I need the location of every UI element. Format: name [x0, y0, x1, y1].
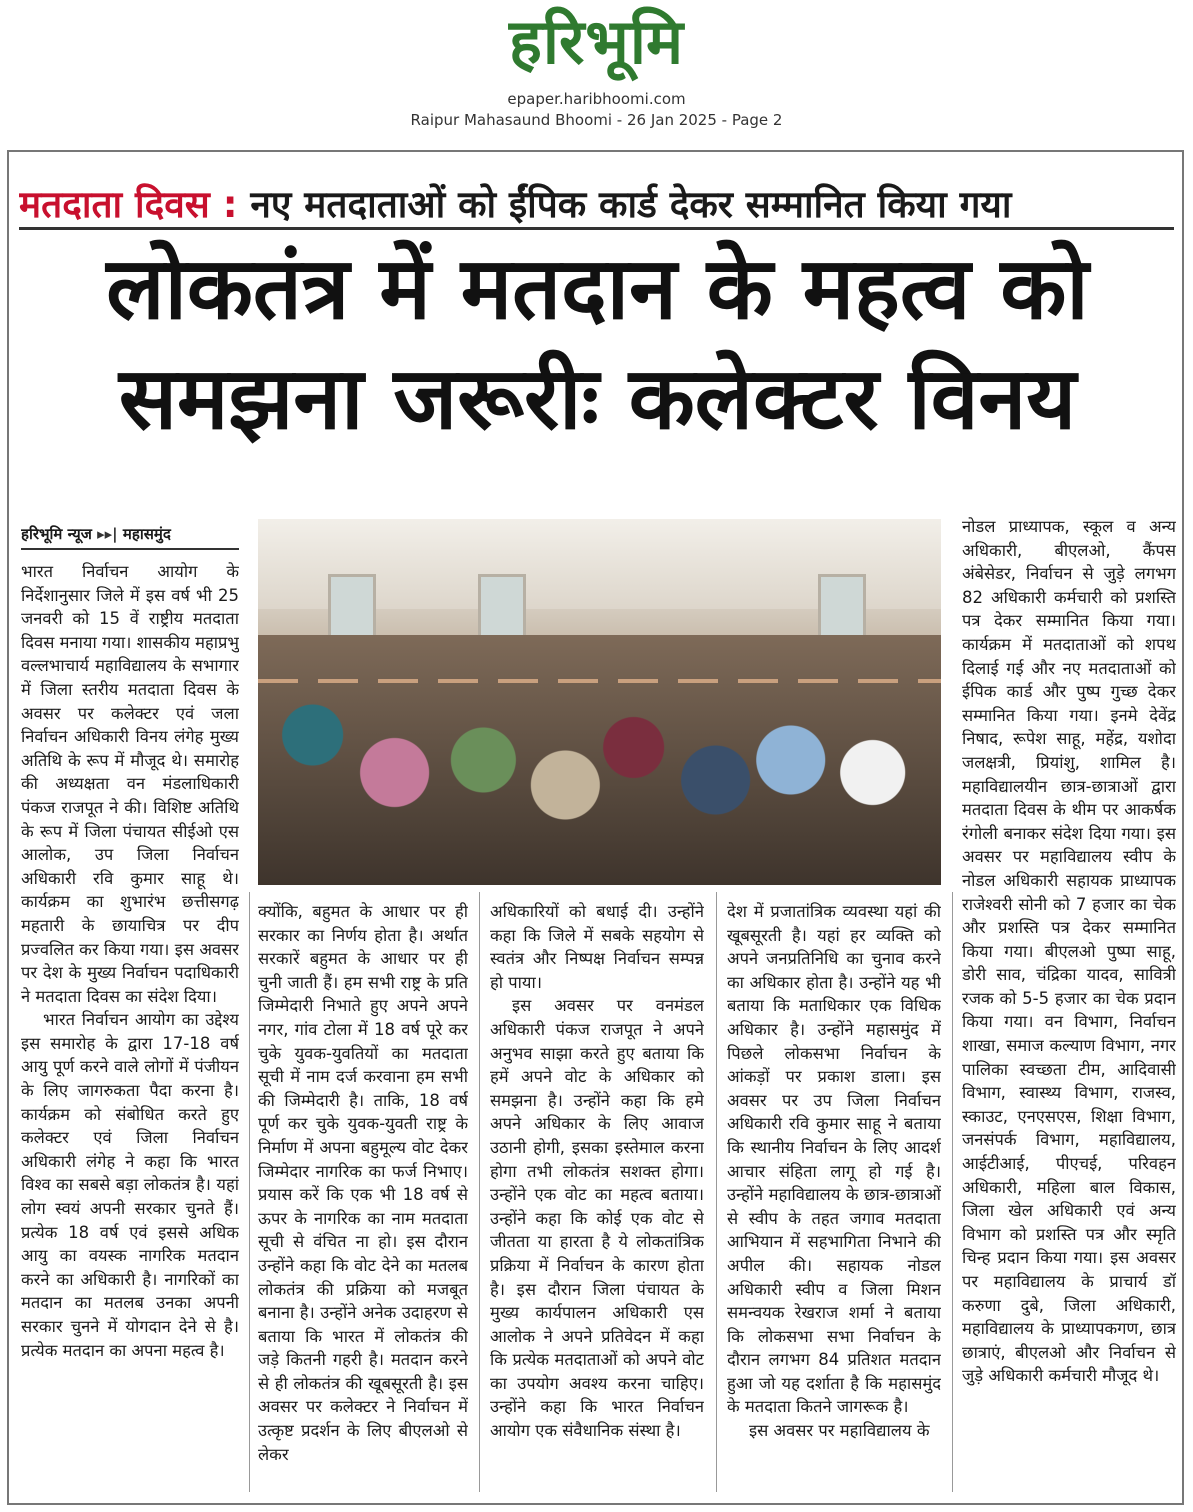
photo-crowd: [258, 635, 941, 885]
article-column-1: [21, 560, 239, 1495]
photo-window: [478, 574, 526, 644]
byline-arrow-icon: ▸▸|: [97, 525, 118, 543]
photo-arms: [258, 679, 941, 683]
paragraph: भारत निर्वाचन आयोग के निर्देशानुसार जिले में इस वर्ष भी 25 जनवरी को 15 वें राष्ट्रीय मतदाता दिवस मनाया गया। शासकीय महाप्रभु वल्लभाचार्य महाविद्यालय के सभागार में जिला स्तरीय मतदाता दिवस के अवसर पर कलेक्टर एवं जला निर्वाचन अधिकारी विनय लंगेह मुख्य अतिथि के रूप में मौजूद थे। समारोह की अध्यक्षता वन मंडलाधिकारी पंकज राजपूत ने की। विशिष्ट अतिथि के रूप में जिला पंचायत सीईओ एस आलोक, उप जिला निर्वाचन अधिकारी रवि कुमार साहू थे। कार्यक्रम का शुभारंभ छत्तीसगढ़ महतारी के छायाचित्र पर दीप प्रज्वलित कर किया गया। इस अवसर पर देश के मुख्य निर्वाचन पदाधिकारी ने मतदाता दिवस का संदेश दिया।: [21, 562, 239, 1006]
paragraph: देश में प्रजातांत्रिक व्यवस्था यहां की खूबसूरती है। यहां हर व्यक्ति को अपने जनप्रतिनिधि का चुनाव करने का अधिकार होता है। उन्होंने यह भी बताया कि मताधिकार एक विधिक अधिकार है। उन्होंने महासमुंद में पिछले लोकसभा निर्वाचन के आंकड़ों पर प्रकाश डाला। इस अवसर पर उप जिला निर्वाचन अधिकारी रवि कुमार साहू ने बताया कि स्थानीय निर्वाचन के लिए आदर्श आचार संहिता लागू हो गई है। उन्होंने महाविद्यालय के छात्र-छात्राओं से स्वीप के तहत जगाव मतदाता आभियान में सहभागिता निभाने की अपील की। सहायक नोडल अधिकारी स्वीप व जिला मिशन समन्वयक रेखराज शर्मा ने बताया कि लोकसभा सभा निर्वाचन के दौरान लगभग 84 प्रतिशत मतदान हुआ जो यह दर्शाता है कि महासमुंद के मतदाता कितने जागरूक है।: [727, 902, 941, 1417]
article-clipping: [7, 150, 1184, 1505]
headline-line-1: लोकतंत्र में मतदान के महत्व को: [106, 239, 1089, 339]
paragraph: नोडल प्राध्यापक, स्कूल व अन्य अधिकारी, बीएलओ, कैंपस अंबेसेडर, निर्वाचन से जुड़े लगभग 82 अधिकारी कर्मचारी को प्रशस्ति पत्र देकर सम्मानित किया गया। कार्यक्रम में मतदाताओं को शपथ दिलाई गई और नए मतदाताओं को ईपिक कार्ड और पुष्प गुच्छ देकर सम्मानित किया गया। इनमे देवेंद्र निषाद, रूपेश साहू, महेंद्र, यशोदा जलक्षत्री, प्रियांशु, शामिल है। महाविद्यालयीन छात्र-छात्राओं द्वारा मतदाता दिवस के थीम पर आकर्षक रंगोली बनाकर संदेश दिया गया। इस अवसर पर महाविद्यालय स्वीप के नोडल अधिकारी सहायक प्राध्यापक राजेश्वरी सोनी को 7 हजार का चेक और प्रशस्ति पत्र देकर सम्मानित किया गया। बीएलओ पुष्पा साहू, डोरी साव, चंद्रिका यादव, सावित्री रजक को 5-5 हजार का चेक प्रदान किया गया। वन विभाग, निर्वाचन शाखा, समाज कल्याण विभाग, नगर पालिका स्वच्छता टीम, आदिवासी विभाग, स्वास्थ्य विभाग, राजस्व, स्काउट, एनएसएस, शिक्षा विभाग, जनसंपर्क विभाग, महाविद्यालय, आईटीआई, पीएचई, परिवहन अधिकारी, महिला बाल विकास, जिला खेल अधिकारी एवं अन्य विभाग को प्रशस्ति पत्र और स्मृति चिन्ह प्रदान किया गया। इस अवसर पर महाविद्यालय के प्राचार्य डॉ करुणा दुबे, जिला अधिकारी, महाविद्यालय के प्राध्यापकगण, छात्र छात्राएं, बीएलओ और निर्वाचन से जुड़े अधिकारी कर्मचारी मौजूद थे।: [962, 517, 1176, 1386]
article-column-5: [962, 515, 1176, 1495]
kicker-headline: [19, 180, 1174, 230]
kicker-label: मतदाता दिवस :: [19, 183, 238, 226]
main-headline: [9, 234, 1184, 454]
paragraph: अधिकारियों को बधाई दी। उन्होंने कहा कि जिले में सबके सहयोग से स्वतंत्र और निष्पक्ष निर्वाचन सम्पन्न हो पाया।: [490, 902, 704, 992]
edition-line: Raipur Mahasaund Bhoomi - 26 Jan 2025 - Page 2: [410, 111, 783, 129]
article-column-2: [258, 900, 468, 1495]
paragraph: भारत निर्वाचन आयोग का उद्देश्य इस समारोह के द्वारा 17-18 वर्ष आयु पूर्ण करने वाले लोगों में पंजीयन के लिए जागरुकता पैदा करना है। कार्यक्रम को संबोधित करते हुए कलेक्टर एवं जिला निर्वाचन अधिकारी लंगेह ने कहा कि भारत विश्व का सबसे बड़ा लोकतंत्र है। यहां लोग स्वयं अपनी सरकार चुनते हैं। प्रत्येक 18 वर्ष एवं इससे अधिक आयु का वयस्क नागरिक मतदान करने का अधिकारी है। नागरिकों का मतदान का मतलब उनका अपनी सरकार चुनने में योगदान देने से है। प्रत्येक मतदान का अपना महत्व है।: [21, 1010, 239, 1360]
paragraph: इस अवसर पर महाविद्यालय के: [749, 1421, 930, 1441]
byline: [21, 520, 239, 550]
group-oath-photo: [258, 519, 941, 885]
photo-window: [328, 574, 376, 644]
column-rule: [952, 892, 953, 1492]
newspaper-logo[interactable]: हरिभूमि: [508, 5, 685, 78]
masthead: [0, 0, 1193, 150]
site-url[interactable]: epaper.haribhoomi.com: [507, 90, 686, 108]
column-rule: [249, 892, 250, 1492]
kicker-text: नए मतदाताओं को ईंपिक कार्ड देकर सम्मानित किया गया: [250, 183, 1012, 226]
byline-source: हरिभूमि न्यूज: [21, 525, 92, 543]
paragraph: इस अवसर पर वनमंडल अधिकारी पंकज राजपूत ने अपने अनुभव साझा करते हुए बताया कि हमें अपने वोट के अधिकार को समझना है। उन्होंने कहा कि हमे अपने अधिकार के लिए आवाज उठानी होगी, इसका इस्तेमाल करना होगा तभी लोकतंत्र सशक्त होगा। उन्होंने एक वोट का महत्व बताया। उन्होंने कहा कि कोई एक वोट से जीतता या हारता है ये लोकतांत्रिक प्रक्रिया में निर्वाचन के कारण होता है। इस दौरान जिला पंचायत के मुख्य कार्यपालन अधिकारी एस आलोक ने अपने प्रतिवेदन में कहा कि प्रत्येक मतदाताओं को अपने वोट का उपयोग अवश्य करना चाहिए। उन्होंने कहा कि भारत निर्वाचन आयोग एक संवैधानिक संस्था है।: [490, 996, 704, 1441]
article-column-4: [727, 900, 941, 1495]
article-column-3: [490, 900, 704, 1495]
paragraph: क्योंकि, बहुमत के आधार पर ही सरकार का निर्णय होता है। अर्थात सरकारें बहुमत के आधार पर ही चुनी जाती हैं। हम सभी राष्ट्र के प्रति जिम्मेदारी निभाते हुए अपने अपने नगर, गांव टोला में 18 वर्ष पूरे कर चुके युवक-युवतियों का मतदाता सूची में नाम दर्ज करवाना हम सभी की जिम्मेदारी है। ताकि, 18 वर्ष पूर्ण कर चुके युवक-युवती राष्ट्र के निर्माण में अपना बहुमूल्य वोट देकर जिम्मेदार नागरिक का फर्ज निभाए। प्रयास करें कि एक भी 18 वर्ष से ऊपर के नागरिक का नाम मतदाता सूची से वंचित ना हो। इस दौरान उन्होंने कहा कि वोट देने का मतलब लोकतंत्र की प्रक्रिया को मजबूत बनाना है। उन्होंने अनेक उदाहरण से बताया कि भारत में लोकतंत्र की जड़े कितनी गहरी है। मतदान करने से ही लोकतंत्र की खूबसूरती है। इस अवसर पर कलेक्टर ने निर्वाचन में उत्कृष्ट प्रदर्शन के लिए बीएलओ से लेकर: [258, 902, 468, 1464]
column-rule: [479, 892, 480, 1492]
column-rule: [716, 892, 717, 1492]
photo-window: [818, 574, 866, 644]
byline-place: महासमुंद: [122, 525, 171, 543]
headline-line-2: समझना जरूरीः कलेक्टर विनय: [118, 349, 1077, 449]
